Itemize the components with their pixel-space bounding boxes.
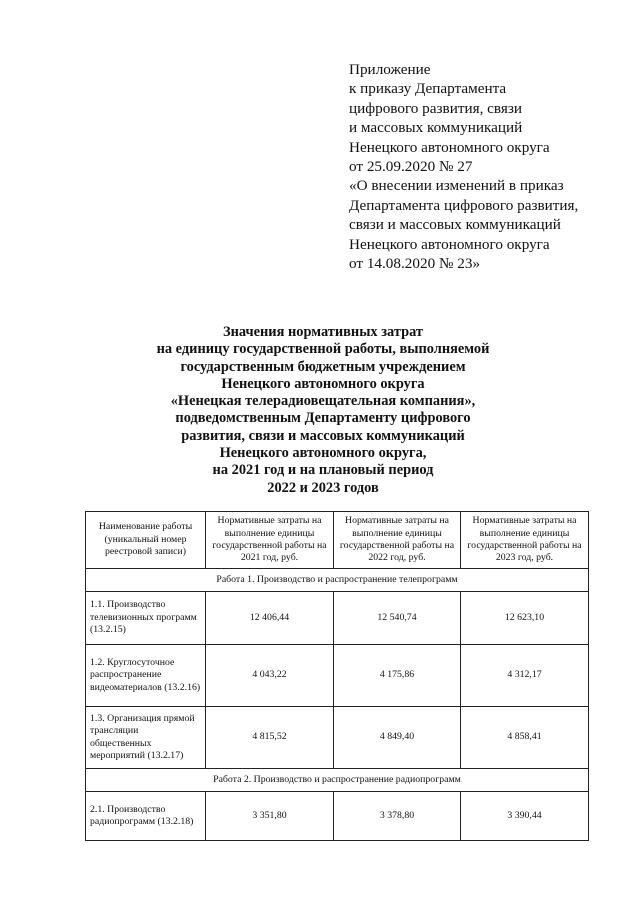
section-title: Работа 1. Производство и распространение телепрограмм: [86, 569, 589, 592]
appendix-line: связи и массовых коммуникаций: [349, 216, 561, 234]
title-line: на единицу государственной работы, выполняемой: [156, 341, 490, 358]
cost-2023-cell: 12 623,10: [461, 592, 589, 645]
appendix-line: к приказу Департамента: [349, 80, 507, 98]
document-title: [60, 324, 586, 497]
header-cost-2023: Нормативные затраты на выполнение единицы государственной работы на 2023 год, руб.: [461, 512, 589, 569]
table-header-row: [86, 512, 589, 569]
cost-2023-cell: 4 858,41: [461, 707, 589, 769]
header-cost-2021: Нормативные затраты на выполнение единицы государственной работы на 2021 год, руб.: [206, 512, 334, 569]
cost-2022-cell: 4 175,86: [334, 645, 461, 707]
table-row: [86, 592, 589, 645]
title-line: Ненецкого автономного округа: [221, 375, 425, 392]
appendix-line: Ненецкого автономного округа: [349, 235, 550, 253]
section-title: Работа 2. Производство и распространение радиопрограмм: [86, 769, 589, 792]
header-work-name: Наименование работы (уникальный номер реестровой записи): [86, 512, 206, 569]
table-row: [86, 645, 589, 707]
section-row-tv: [86, 569, 589, 592]
title-line: развития, связи и массовых коммуникаций: [181, 427, 465, 444]
appendix-line: от 14.08.2020 № 23»: [349, 255, 481, 273]
cost-2022-cell: 3 378,80: [334, 792, 461, 841]
appendix-line: «О внесении изменений в приказ: [349, 177, 564, 195]
title-line: подведомственным Департаменту цифрового: [175, 410, 471, 427]
cost-2022-cell: 12 540,74: [334, 592, 461, 645]
cost-2021-cell: 12 406,44: [206, 592, 334, 645]
cost-table: [85, 511, 589, 841]
table-row: [86, 707, 589, 769]
cost-2022-cell: 4 849,40: [334, 707, 461, 769]
title-line: «Ненецкая телерадиовещательная компания»,: [170, 393, 476, 410]
appendix-line: Приложение: [349, 61, 431, 78]
work-name-cell: 1.2. Круглосуточное распространение видеоматериалов (13.2.16): [86, 645, 206, 707]
cost-2023-cell: 3 390,44: [461, 792, 589, 841]
appendix-block: [349, 60, 629, 273]
work-name-cell: 1.1. Производство телевизионных программ (13.2.15): [86, 592, 206, 645]
title-line: на 2021 год и на плановый период: [212, 462, 434, 479]
title-line: государственным бюджетным учреждением: [180, 358, 466, 375]
appendix-line: Ненецкого автономного округа: [349, 138, 550, 156]
work-name-cell: 2.1. Производство радиопрограмм (13.2.18): [86, 792, 206, 841]
cost-2021-cell: 4 815,52: [206, 707, 334, 769]
appendix-line: Департамента цифрового развития,: [349, 196, 579, 214]
table-row: [86, 792, 589, 841]
section-row-radio: [86, 769, 589, 792]
cost-2023-cell: 4 312,17: [461, 645, 589, 707]
title-line: Значения нормативных затрат: [223, 324, 423, 340]
appendix-line: цифрового развития, связи: [349, 99, 522, 117]
work-name-cell: 1.3. Организация прямой трансляции общественных мероприятий (13.2.17): [86, 707, 206, 769]
appendix-line: от 25.09.2020 № 27: [349, 158, 473, 176]
appendix-line: и массовых коммуникаций: [349, 119, 523, 137]
title-line: 2022 и 2023 годов: [267, 479, 379, 496]
cost-2021-cell: 4 043,22: [206, 645, 334, 707]
cost-2021-cell: 3 351,80: [206, 792, 334, 841]
header-cost-2022: Нормативные затраты на выполнение единицы государственной работы на 2022 год, руб.: [334, 512, 461, 569]
title-line: Ненецкого автономного округа,: [219, 445, 427, 462]
